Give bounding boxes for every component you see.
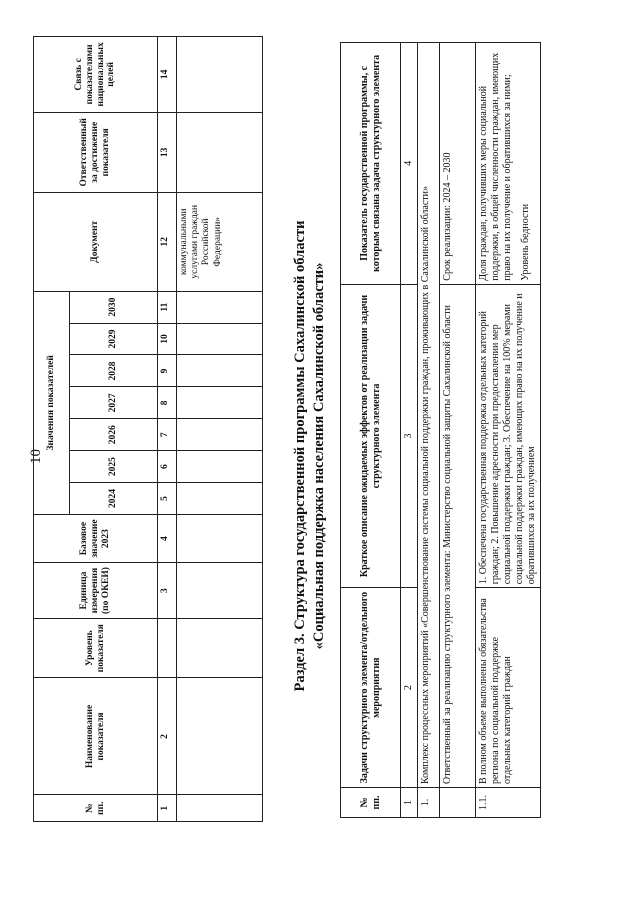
row-num (440, 788, 476, 818)
col-number: 7 (158, 419, 177, 451)
section-title-line1: Раздел 3. Структура государственной программы Сахалинской области (292, 220, 308, 692)
header-link: Связь с показателями национальных целей (34, 37, 158, 113)
col-number: 14 (158, 37, 177, 113)
col-number: 1 (401, 788, 418, 818)
col-number: 1 (158, 795, 177, 822)
empty-cell (177, 563, 263, 619)
empty-cell (177, 618, 263, 678)
section-title-line2: «Социальная поддержка населения Сахалинской области» (311, 262, 327, 650)
empty-cell (177, 37, 263, 113)
indicators-table (33, 36, 263, 822)
col-number: 11 (158, 291, 177, 323)
header-tasks: Задачи структурного элемента/отдельного мероприятия (341, 588, 401, 788)
document-cell: коммунальными услугами граждан Российской Федерации» (177, 192, 263, 291)
col-number: 13 (158, 112, 177, 192)
col-number (158, 618, 177, 678)
empty-cell (177, 112, 263, 192)
empty-cell (177, 678, 263, 795)
col-number: 4 (158, 514, 177, 562)
empty-cell (177, 419, 263, 451)
term-cell: Срок реализации: 2024 – 2030 (440, 43, 476, 285)
col-number: 12 (158, 192, 177, 291)
task-cell: В полном объеме выполнены обязательства региона по социальной поддержке отдельных категорий граждан (476, 588, 541, 788)
indicator-cell (476, 43, 541, 285)
header-responsible: Ответственный за достижение показателя (34, 112, 158, 192)
header-year: 2030 (70, 291, 158, 323)
header-link: Показатель государственной программы, с которым связана задача структурного элемента (341, 43, 401, 285)
empty-cell (177, 451, 263, 483)
header-year: 2029 (70, 323, 158, 355)
structure-table (340, 42, 541, 818)
header-year: 2025 (70, 451, 158, 483)
col-number: 5 (158, 483, 177, 515)
empty-cell (177, 483, 263, 515)
page-number: 10 (28, 449, 44, 464)
header-base: Базовое значение 2023 (34, 514, 158, 562)
header-num: № пп. (341, 788, 401, 818)
empty-cell (177, 323, 263, 355)
col-number: 2 (401, 588, 418, 788)
header-year: 2026 (70, 419, 158, 451)
indicator-2: Уровень бедности (520, 203, 531, 281)
header-num: № пп. (34, 795, 158, 822)
col-number: 3 (401, 284, 418, 588)
empty-cell (177, 387, 263, 419)
header-document: Документ (34, 192, 158, 291)
empty-cell (177, 795, 263, 822)
col-number: 9 (158, 355, 177, 387)
col-number: 10 (158, 323, 177, 355)
empty-cell (177, 355, 263, 387)
header-level: Уровень показателя (34, 618, 158, 678)
effects-cell: 1. Обеспечена государственная поддержка отдельных категорий граждан; 2. Повышение адресности при предоставлении мер социальной поддержки граждан; 3. Обеспечение на 100% мерами социальной поддержки граждан, имеющих право на их получение и обратившихся за их получением (476, 284, 541, 588)
indicator-1: Доля граждан, получивших меры социальной поддержки, в общей численности граждан, имеющих право на их получение и обратившихся за ними; (478, 52, 513, 281)
header-values-group: Значения показателей (34, 291, 70, 514)
responsible-cell: Ответственный за реализацию структурного элемента: Министерство социальной защиты Сахалинской области (440, 284, 476, 787)
complex-title: Комплекс процессных мероприятий «Совершенствование системы социальной поддержки граждан, проживающих в Сахалинской области» (418, 43, 440, 788)
col-number: 6 (158, 451, 177, 483)
row-num: 1. (418, 788, 440, 818)
header-effects: Краткое описание ожидаемых эффектов от реализации задачи структурного элемента (341, 284, 401, 588)
header-name: Наименование показателя (34, 678, 158, 795)
col-number: 8 (158, 387, 177, 419)
empty-cell (177, 291, 263, 323)
row-num: 1.1. (476, 788, 541, 818)
header-unit: Единица измерения (по ОКЕИ) (34, 563, 158, 619)
col-number: 3 (158, 563, 177, 619)
header-year: 2024 (70, 483, 158, 515)
empty-cell (177, 514, 263, 562)
header-year: 2028 (70, 355, 158, 387)
header-year: 2027 (70, 387, 158, 419)
col-number: 4 (401, 43, 418, 285)
col-number: 2 (158, 678, 177, 795)
